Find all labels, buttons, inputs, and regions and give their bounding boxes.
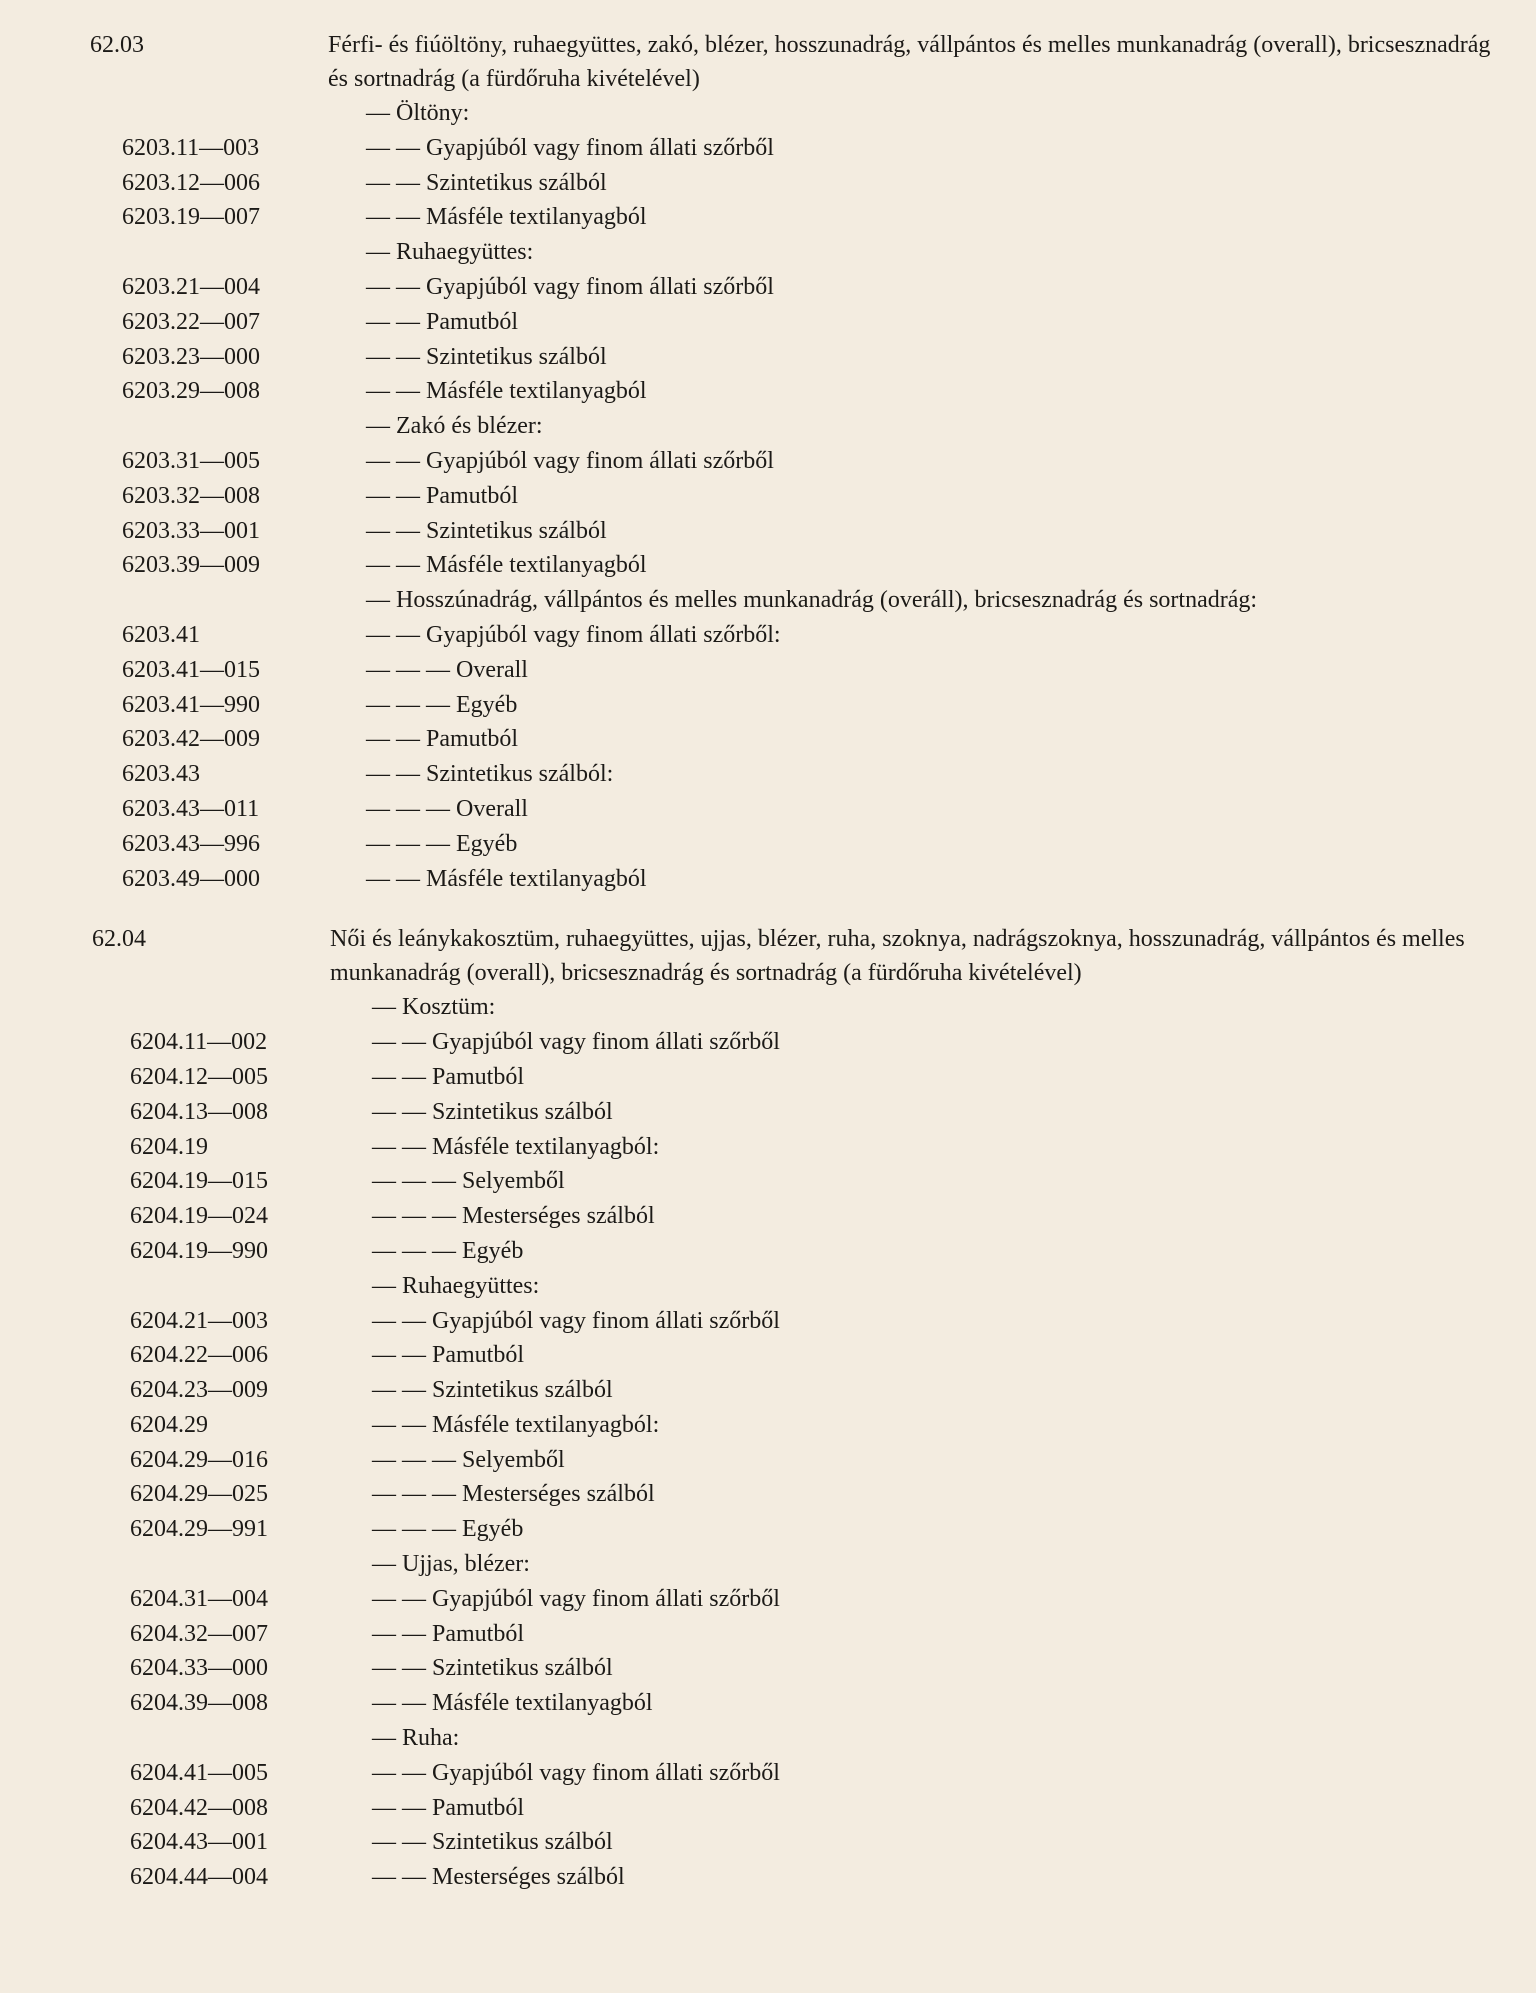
tariff-code: 6204.32—007 <box>130 1620 268 1647</box>
tariff-row <box>0 548 1536 583</box>
tariff-row <box>0 131 1536 166</box>
tariff-description: — Ruhaegyüttes: <box>366 239 534 266</box>
tariff-code: 6203.32—008 <box>122 482 260 509</box>
tariff-description: — — Másféle textilanyagból <box>372 1690 653 1717</box>
tariff-description: — — Pamutból <box>372 1342 525 1369</box>
tariff-sections <box>0 28 1536 1895</box>
group-heading-row <box>0 990 1536 1025</box>
tariff-description: — — Szintetikus szálból <box>372 1377 613 1404</box>
tariff-description: — — Gyapjúból vagy finom állati szőrből <box>366 447 774 474</box>
tariff-code: 6204.19—024 <box>130 1203 268 1230</box>
tariff-description: — — — Overall <box>366 795 528 822</box>
tariff-description: — — Pamutból <box>372 1794 525 1821</box>
heading-text: Férfi- és fiúöltöny, ruhaegyüttes, zakó, blézer, hosszunadrág, vállpántos és melles munkanadrág (overall), bricsesznadrág és sortnadrág (a fürdőruha kivételével) <box>328 32 1491 92</box>
tariff-code: 6203.21—004 <box>122 273 260 300</box>
tariff-description: — — Másféle textilanyagból: <box>372 1411 660 1438</box>
tariff-row <box>0 340 1536 375</box>
tariff-row <box>0 722 1536 757</box>
tariff-code: 6204.41—005 <box>130 1759 268 1786</box>
tariff-description: — Öltöny: <box>366 100 470 126</box>
tariff-description: — — Szintetikus szálból <box>372 1655 613 1682</box>
tariff-description: — — Szintetikus szálból: <box>366 761 614 788</box>
tariff-code: 6204.31—004 <box>130 1585 268 1612</box>
tariff-code: 6203.31—005 <box>122 447 260 474</box>
tariff-code: 6203.19—007 <box>122 204 260 231</box>
tariff-code: 6203.43 <box>122 761 200 788</box>
heading-text: Női és leánykakosztüm, ruhaegyüttes, ujjas, blézer, ruha, szoknya, nadrágszoknya, hosszunadrág, vállpántos és melles munkanadrág (overall), bricsesznadrág és sortnadrág (a fürdőruha kivételével) <box>330 926 1465 987</box>
tariff-row <box>0 166 1536 201</box>
tariff-code: 6204.22—006 <box>130 1342 268 1369</box>
tariff-description: — Kosztüm: <box>372 994 496 1021</box>
group-heading-row <box>0 409 1536 444</box>
tariff-code: 6204.19—990 <box>130 1237 268 1264</box>
tariff-code: 6203.12—006 <box>122 169 260 196</box>
tariff-description: — — Gyapjúból vagy finom állati szőrből <box>372 1307 780 1334</box>
tariff-row <box>0 792 1536 827</box>
tariff-code: 6203.11—003 <box>122 134 260 161</box>
group-heading-row <box>0 1269 1536 1304</box>
tariff-description: — — Gyapjúból vagy finom állati szőrből: <box>366 621 781 648</box>
tariff-code: 6203.43—996 <box>122 830 260 857</box>
tariff-row <box>0 1199 1536 1234</box>
tariff-description: — — Gyapjúból vagy finom állati szőrből <box>366 134 774 161</box>
tariff-row <box>0 1408 1536 1443</box>
group-heading-row <box>0 1547 1536 1582</box>
tariff-description: — — Gyapjúból vagy finom állati szőrből <box>372 1585 780 1612</box>
tariff-code: 6203.41—015 <box>122 656 260 683</box>
tariff-code: 6204.43—001 <box>130 1829 268 1856</box>
tariff-description: — — Szintetikus szálból <box>366 343 607 370</box>
tariff-row <box>0 1651 1536 1686</box>
tariff-row <box>0 1477 1536 1512</box>
tariff-row <box>0 688 1536 723</box>
tariff-code: 6203.22—007 <box>122 308 260 335</box>
tariff-code: 6204.19—015 <box>130 1168 268 1195</box>
tariff-code: 6204.29 <box>130 1411 208 1438</box>
tariff-row <box>0 200 1536 235</box>
tariff-code: 6203.42—009 <box>122 726 260 753</box>
tariff-description: — — Szintetikus szálból <box>366 517 607 544</box>
tariff-row <box>0 862 1536 897</box>
tariff-description: — — — Egyéb <box>372 1237 524 1264</box>
tariff-code: 6203.39—009 <box>122 552 260 579</box>
tariff-section <box>0 28 1536 896</box>
tariff-description: — — Másféle textilanyagból <box>366 204 647 231</box>
tariff-row <box>0 1860 1536 1895</box>
tariff-row <box>0 1130 1536 1165</box>
tariff-section <box>0 922 1536 1895</box>
tariff-row <box>0 305 1536 340</box>
tariff-code: 6204.13—008 <box>130 1098 268 1125</box>
tariff-code: 6204.29—016 <box>130 1446 268 1473</box>
tariff-code: 6204.39—008 <box>130 1690 268 1717</box>
tariff-description: — — — Overall <box>366 656 528 683</box>
tariff-row <box>0 1756 1536 1791</box>
tariff-description: — — Szintetikus szálból <box>372 1829 613 1856</box>
tariff-description: — Zakó és blézer: <box>366 413 543 440</box>
tariff-description: — — — Selyemből <box>372 1446 565 1473</box>
group-heading-row <box>0 583 1536 618</box>
tariff-code: 6203.41 <box>122 621 200 648</box>
tariff-code: 6204.12—005 <box>130 1063 268 1090</box>
tariff-code: 6204.33—000 <box>130 1655 268 1682</box>
tariff-row <box>0 653 1536 688</box>
tariff-row <box>0 1234 1536 1269</box>
tariff-description: — — — Mesterséges szálból <box>372 1203 655 1230</box>
tariff-description: — — Másféle textilanyagból <box>366 865 647 892</box>
tariff-code: 6204.19 <box>130 1133 208 1160</box>
tariff-code: 6204.11—002 <box>130 1029 268 1056</box>
tariff-description: — — Pamutból <box>366 308 519 335</box>
tariff-row <box>0 827 1536 862</box>
tariff-row <box>0 1095 1536 1130</box>
tariff-description: — — Pamutból <box>372 1620 525 1647</box>
heading-code: 62.04 <box>92 926 146 953</box>
heading-code: 62.03 <box>90 32 144 58</box>
tariff-description: — Ujjas, blézer: <box>372 1551 530 1578</box>
tariff-row <box>0 1825 1536 1860</box>
tariff-code: 6204.42—008 <box>130 1794 268 1821</box>
tariff-description: — — Gyapjúból vagy finom állati szőrből <box>372 1029 780 1056</box>
tariff-row <box>0 374 1536 409</box>
tariff-description: — — Másféle textilanyagból <box>366 552 647 579</box>
tariff-row <box>0 1582 1536 1617</box>
tariff-code: 6203.23—000 <box>122 343 260 370</box>
tariff-description: — Ruha: <box>372 1725 460 1752</box>
tariff-description: — — — Selyemből <box>372 1168 565 1195</box>
tariff-row <box>0 1791 1536 1826</box>
tariff-code: 6203.41—990 <box>122 691 260 718</box>
tariff-row <box>0 1060 1536 1095</box>
tariff-row <box>0 1304 1536 1339</box>
tariff-row <box>0 1686 1536 1721</box>
tariff-row <box>0 1373 1536 1408</box>
tariff-description: — — Másféle textilanyagból: <box>372 1133 660 1160</box>
tariff-row <box>0 514 1536 549</box>
group-heading-row <box>0 96 1536 131</box>
tariff-description: — Hosszúnadrág, vállpántos és melles munkanadrág (overáll), bricsesznadrág és sortnadrág: <box>366 587 1258 614</box>
tariff-code: 6203.29—008 <box>122 378 260 405</box>
tariff-code: 6204.29—991 <box>130 1516 268 1543</box>
tariff-row <box>0 1338 1536 1373</box>
tariff-row <box>0 757 1536 792</box>
tariff-code: 6203.43—011 <box>122 795 260 822</box>
tariff-description: — — — Egyéb <box>366 830 518 857</box>
tariff-description: — — Gyapjúból vagy finom állati szőrből <box>366 273 774 300</box>
tariff-description: — — — Mesterséges szálból <box>372 1481 655 1508</box>
tariff-description: — — Mesterséges szálból <box>372 1864 625 1891</box>
tariff-description: — Ruhaegyüttes: <box>372 1272 540 1299</box>
tariff-description: — — Szintetikus szálból <box>372 1098 613 1125</box>
section-heading <box>0 28 1536 96</box>
tariff-description: — — Pamutból <box>366 482 519 509</box>
tariff-row <box>0 1164 1536 1199</box>
tariff-description: — — Szintetikus szálból <box>366 169 607 196</box>
tariff-code: 6204.44—004 <box>130 1864 268 1891</box>
tariff-code: 6204.23—009 <box>130 1377 268 1404</box>
group-heading-row <box>0 235 1536 270</box>
tariff-code: 6203.49—000 <box>122 865 260 892</box>
tariff-description: — — — Egyéb <box>366 691 518 718</box>
tariff-description: — — Gyapjúból vagy finom állati szőrből <box>372 1759 780 1786</box>
tariff-code: 6204.21—003 <box>130 1307 268 1334</box>
section-heading <box>0 922 1536 990</box>
tariff-row <box>0 270 1536 305</box>
tariff-code: 6204.29—025 <box>130 1481 268 1508</box>
tariff-description: — — — Egyéb <box>372 1516 524 1543</box>
tariff-row <box>0 1025 1536 1060</box>
tariff-row <box>0 1512 1536 1547</box>
tariff-row <box>0 444 1536 479</box>
tariff-row <box>0 479 1536 514</box>
tariff-description: — — Pamutból <box>366 726 519 753</box>
group-heading-row <box>0 1721 1536 1756</box>
tariff-description: — — Pamutból <box>372 1063 525 1090</box>
tariff-row <box>0 1443 1536 1478</box>
tariff-row <box>0 618 1536 653</box>
tariff-row <box>0 1617 1536 1652</box>
tariff-code: 6203.33—001 <box>122 517 260 544</box>
tariff-description: — — Másféle textilanyagból <box>366 378 647 405</box>
